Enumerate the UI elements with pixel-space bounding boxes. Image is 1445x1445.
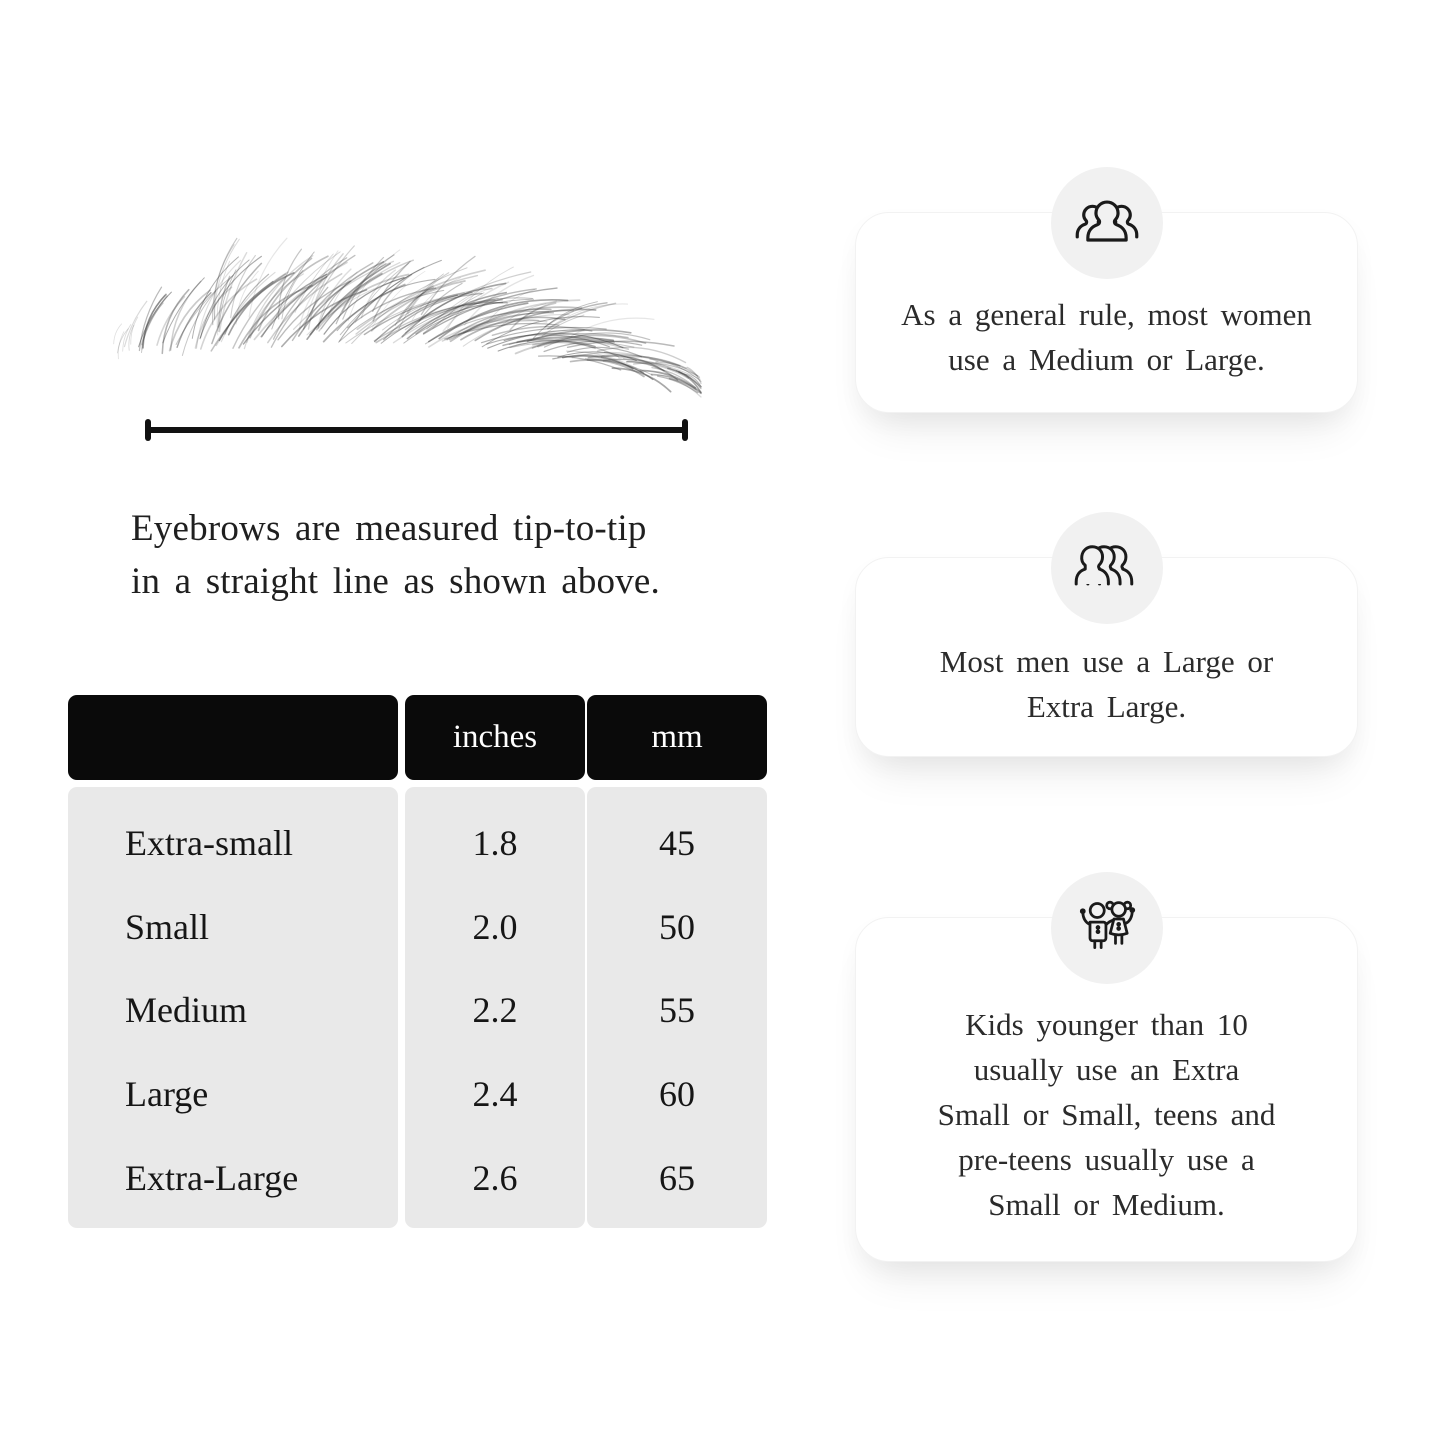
card-text-line: Small or Medium. <box>988 1187 1225 1222</box>
inches-value-cell: 2.2 <box>472 990 518 1031</box>
mm-value-cell: 65 <box>659 1158 695 1199</box>
eyebrow-illustration <box>103 225 703 403</box>
table-header-inches: inches <box>405 695 585 780</box>
card-text-line: Small or Small, teens and <box>937 1097 1276 1132</box>
info-card-kids <box>855 917 1358 1262</box>
eyebrow-hairs-drawing <box>103 225 703 403</box>
table-row <box>68 1052 767 1136</box>
card-text-line: Extra Large. <box>1026 689 1187 724</box>
figure-caption-line: in a straight line as shown above. <box>131 561 661 602</box>
measurement-line-right-cap <box>682 419 688 441</box>
mm-value-cell: 50 <box>659 906 695 947</box>
card-text-line: Kids younger than 10 <box>965 1007 1248 1042</box>
figure-caption-line: Eyebrows are measured tip-to-tip <box>131 508 647 549</box>
size-name-cell: Extra-Large <box>125 1158 299 1199</box>
card-text-line: Most men use a Large or <box>939 644 1274 679</box>
table-row <box>68 885 767 969</box>
inches-value-cell: 2.0 <box>472 906 518 947</box>
men-group-icon <box>1073 534 1141 602</box>
info-card-men <box>855 557 1358 757</box>
size-name-cell: Small <box>125 906 210 947</box>
inches-value-cell: 1.8 <box>472 822 518 863</box>
children-icon <box>1073 894 1141 962</box>
inches-value-cell: 2.6 <box>472 1158 518 1199</box>
size-name-cell: Extra-small <box>125 822 293 863</box>
mm-value-cell: 60 <box>659 1074 695 1115</box>
table-row <box>68 801 767 885</box>
card-text-line: pre-teens usually use a <box>958 1142 1255 1177</box>
icon-circle <box>1051 167 1163 279</box>
measurement-line-bar <box>147 427 686 433</box>
inches-value-cell: 2.4 <box>472 1074 518 1115</box>
table-header-mm: mm <box>587 695 767 780</box>
table-rows <box>68 787 767 1228</box>
card-text-line: As a general rule, most women <box>901 296 1312 332</box>
table-header-size <box>68 695 398 780</box>
size-name-cell: Large <box>125 1074 209 1115</box>
mm-value-cell: 45 <box>659 822 695 863</box>
figure-caption <box>131 502 660 608</box>
card-text-line: use a Medium or Large. <box>948 341 1265 377</box>
table-row <box>68 1136 767 1220</box>
card-text-line: usually use an Extra <box>973 1052 1240 1087</box>
size-chart-table <box>68 695 767 1228</box>
measurement-line <box>145 419 688 441</box>
women-group-icon <box>1073 189 1141 257</box>
table-row <box>68 969 767 1053</box>
mm-value-cell: 55 <box>659 990 695 1031</box>
icon-circle <box>1051 512 1163 624</box>
icon-circle <box>1051 872 1163 984</box>
size-name-cell: Medium <box>125 990 247 1031</box>
info-card-women <box>855 212 1358 413</box>
